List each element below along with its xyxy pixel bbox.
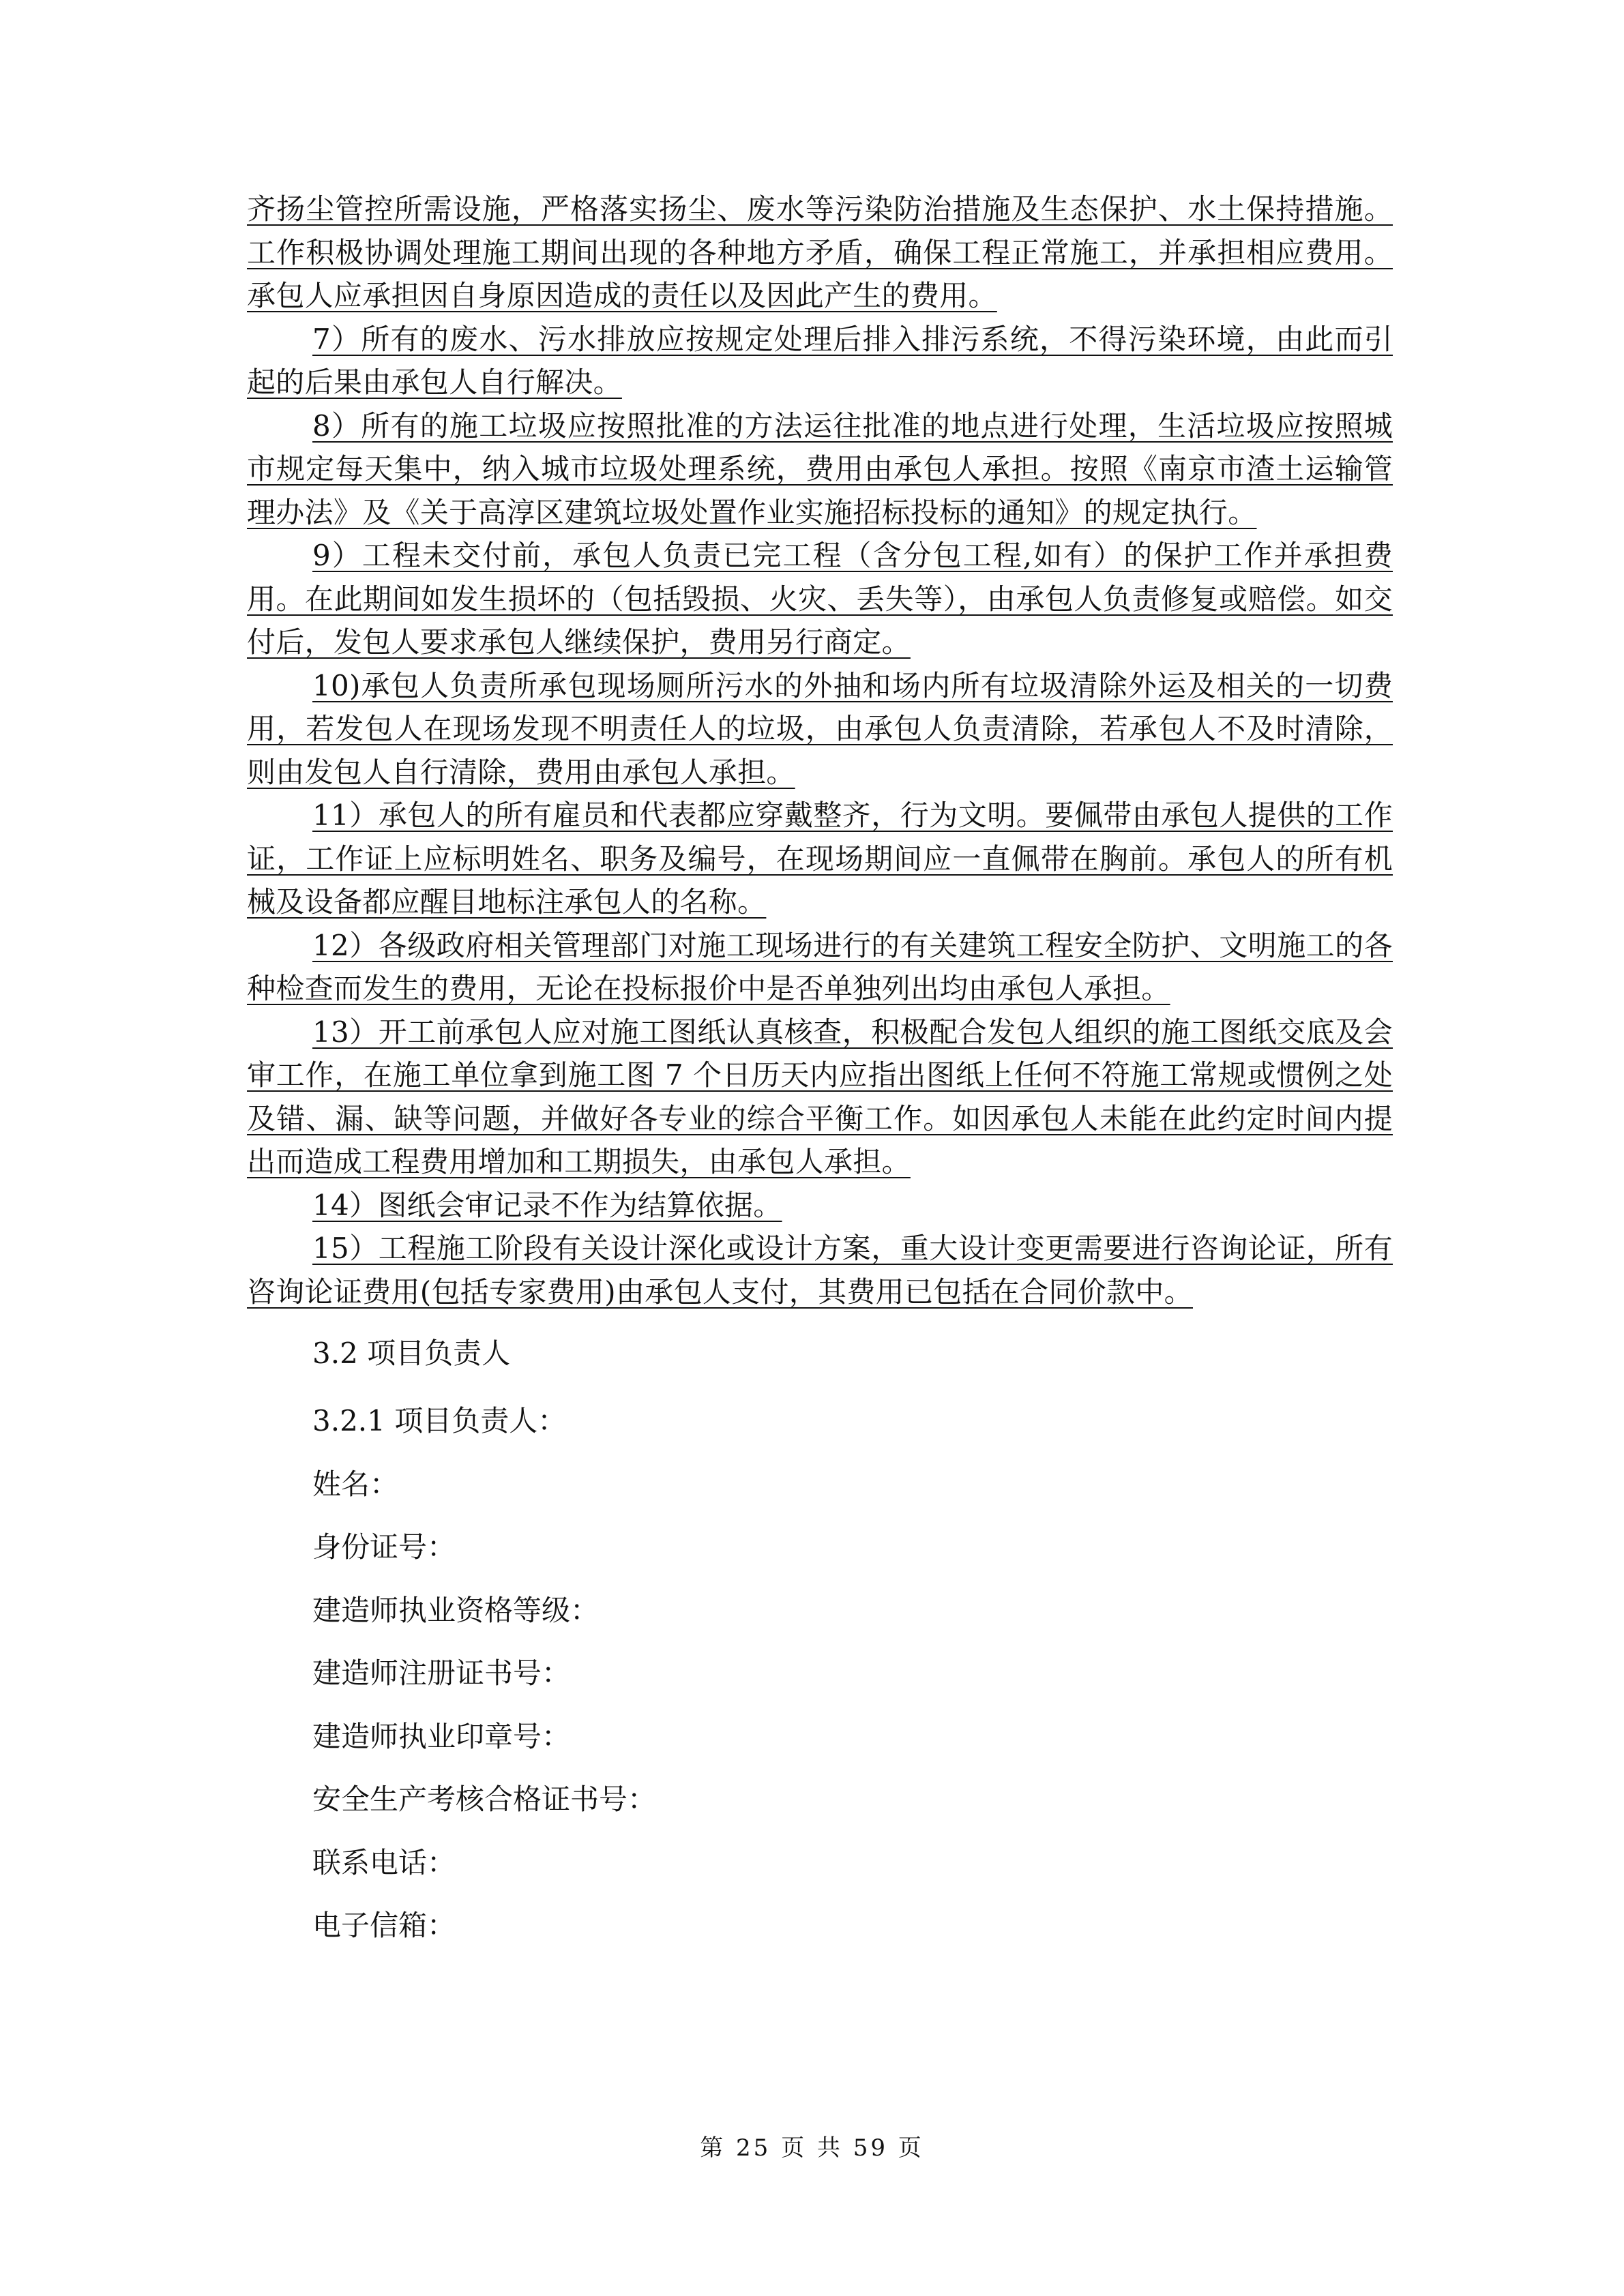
paragraph-text: 15）工程施工阶段有关设计深化或设计方案，重大设计变更需要进行咨询论证，所有咨询论证费用(包括专家费用)由承包人支付，其费用已包括在合同价款中。 xyxy=(247,1232,1393,1309)
paragraph-text: 14）图纸会审记录不作为结算依据。 xyxy=(312,1188,782,1222)
paragraph-item-9 xyxy=(247,534,1393,664)
field-seal-number: 建造师执业印章号： xyxy=(312,1719,571,1753)
paragraph-item-10 xyxy=(247,664,1393,794)
paragraph-item-15 xyxy=(247,1227,1393,1313)
paragraph-item-13 xyxy=(247,1011,1393,1184)
paragraph-item-14 xyxy=(247,1184,1393,1227)
paragraph-item-11 xyxy=(247,794,1393,924)
field-safety-certificate: 安全生产考核合格证书号： xyxy=(312,1783,657,1816)
paragraph-text: 8）所有的施工垃圾应按照批准的方法运往批准的地点进行处理，生活垃圾应按照城市规定每天集中，纳入城市垃圾处理系统，费用由承包人承担。按照《南京市渣土运输管理办法》及《关于高淳区建筑垃圾处置作业实施招标投标的通知》的规定执行。 xyxy=(247,408,1393,529)
section-heading: 3.2 项目负责人 xyxy=(312,1337,511,1370)
paragraph-text: 7）所有的废水、污水排放应按规定处理后排入排污系统，不得污染环境，由此而引起的后果由承包人自行解决。 xyxy=(247,322,1393,399)
paragraph-item-7 xyxy=(247,318,1393,404)
document-body xyxy=(247,188,1393,1958)
field-id-number: 身份证号： xyxy=(312,1530,456,1564)
paragraph-text: 11）承包人的所有雇员和代表都应穿戴整齐，行为文明。要佩带由承包人提供的工作证，工作证上应标明姓名、职务及编号，在现场期间应一直佩带在胸前。承包人的所有机械及设备都应醒目地标注承包人的名称。 xyxy=(247,799,1393,919)
section-subheading: 3.2.1 项目负责人： xyxy=(312,1404,567,1437)
field-name: 姓名： xyxy=(312,1467,399,1501)
paragraph-item-8 xyxy=(247,404,1393,535)
paragraph-text: 13）开工前承包人应对施工图纸认真核查，积极配合发包人组织的施工图纸交底及会审工作，在施工单位拿到施工图 7 个日历天内应指出图纸上任何不符施工常规或惯例之处及错、漏、缺等问题，并做好各专业的综合平衡工作。如因承包人未能在此约定时间内提出而造成工程费用增加和工期损失，由承包人承担。 xyxy=(247,1015,1393,1178)
field-registration-number: 建造师注册证书号： xyxy=(312,1656,571,1690)
page-number-footer: 第 25 页 共 59 页 xyxy=(700,2134,924,2162)
paragraph-text: 12）各级政府相关管理部门对施工现场进行的有关建筑工程安全防护、文明施工的各种检查而发生的费用，无论在投标报价中是否单独列出均由承包人承担。 xyxy=(247,928,1393,1005)
paragraph-text: 9）工程未交付前，承包人负责已完工程（含分包工程,如有）的保护工作并承担费用。在此期间如发生损坏的（包括毁损、火灾、丢失等），由承包人负责修复或赔偿。如交付后，发包人要求承包人继续保护，费用另行商定。 xyxy=(247,539,1393,659)
paragraph-item-12 xyxy=(247,924,1393,1011)
paragraph-continuation xyxy=(247,188,1393,318)
paragraph-text: 齐扬尘管控所需设施，严格落实扬尘、废水等污染防治措施及生态保护、水土保持措施。工作积极协调处理施工期间出现的各种地方矛盾，确保工程正常施工，并承担相应费用。承包人应承担因自身原因造成的责任以及因此产生的费用。 xyxy=(247,192,1393,312)
paragraph-text: 10)承包人负责所承包现场厕所污水的外抽和场内所有垃圾清除外运及相关的一切费用，若发包人在现场发现不明责任人的垃圾，由承包人负责清除，若承包人不及时清除，则由发包人自行清除，费用由承包人承担。 xyxy=(247,668,1393,789)
field-phone: 联系电话： xyxy=(312,1845,456,1879)
field-email: 电子信箱： xyxy=(312,1909,456,1942)
field-qualification-level: 建造师执业资格等级： xyxy=(312,1593,600,1627)
